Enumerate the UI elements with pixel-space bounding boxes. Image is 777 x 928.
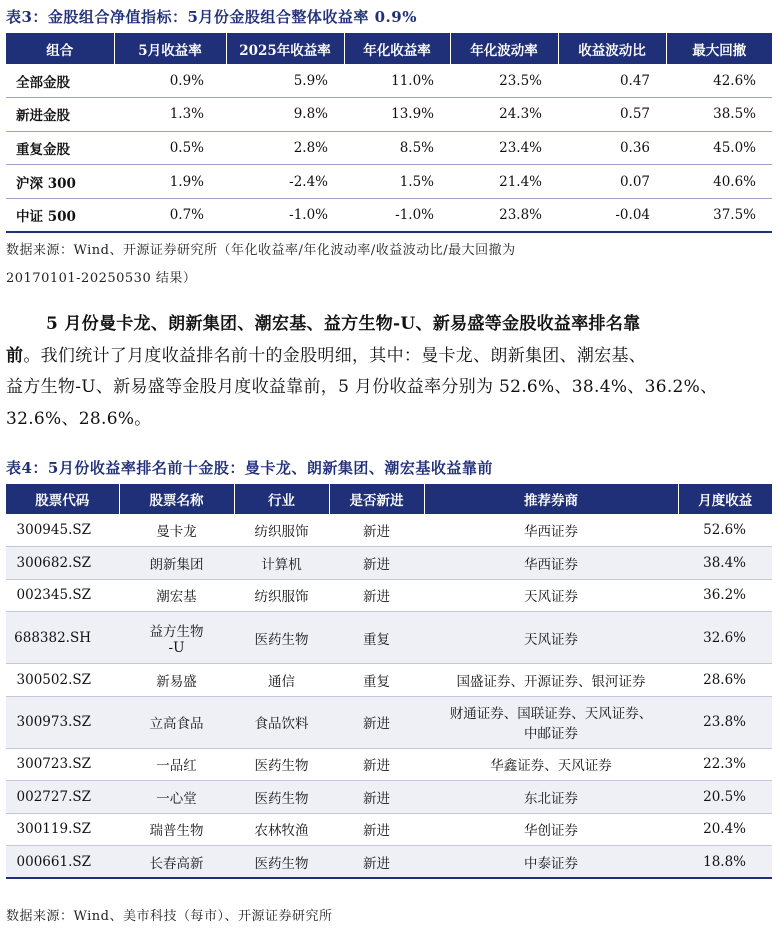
monthly-return: 52.6%	[703, 522, 746, 538]
cell-return-vol-ratio: -0.04	[558, 198, 666, 232]
cell-is-new	[329, 547, 424, 580]
cell-2025-return: 5.9%	[226, 64, 344, 98]
cell-stock-code	[6, 514, 119, 547]
cell-industry	[234, 696, 329, 748]
stock-code: 300723.SZ	[16, 756, 91, 773]
cell-broker	[424, 612, 678, 664]
cell-monthly-return	[678, 579, 772, 612]
stock-code: 688382.SH	[14, 629, 91, 646]
cell-annual-volatility: 24.3%	[450, 98, 558, 132]
cell-stock-code	[6, 612, 119, 664]
cell-max-drawdown: 45.0%	[666, 131, 772, 165]
cell-is-new	[329, 514, 424, 547]
paragraph-bold-lead-1: 5 月份曼卡龙、朗新集团、潮宏基、益方生物-U、新易盛等金股收益率排名靠	[46, 314, 641, 334]
broker: 华创证券	[524, 823, 578, 840]
cell-return-vol-ratio: 0.07	[558, 165, 666, 199]
cell-broker	[424, 781, 678, 814]
cell-broker	[424, 696, 678, 748]
broker: 华西证券	[524, 524, 578, 540]
cell-monthly-return	[678, 547, 772, 580]
status: 新进	[363, 524, 390, 540]
stock-name: 瑞普生物	[149, 823, 204, 840]
paragraph-line-2	[6, 341, 772, 373]
broker: 天风证券	[524, 631, 578, 648]
industry: 纺织服饰	[254, 589, 309, 606]
cell-industry	[234, 813, 329, 846]
broker-line2: 中邮证券	[524, 726, 578, 742]
top-ten-stocks-table	[6, 484, 772, 879]
stock-code: 000661.SZ	[16, 853, 91, 870]
cell-annual-volatility: 23.5%	[450, 64, 558, 98]
cell-stock-name	[119, 781, 234, 814]
status: 重复	[363, 631, 390, 648]
cell-portfolio: 中证 500	[6, 198, 114, 232]
broker: 国盛证券、开源证券、银河证券	[456, 673, 646, 690]
table-row	[6, 547, 772, 580]
cell-stock-name	[119, 813, 234, 846]
industry: 计算机	[261, 556, 302, 573]
cell-stock-code	[6, 781, 119, 814]
cell-broker	[424, 846, 678, 879]
cell-stock-code	[6, 748, 119, 781]
industry: 医药生物	[254, 855, 309, 872]
monthly-return: 20.4%	[703, 821, 746, 838]
industry: 纺织服饰	[254, 524, 309, 540]
header-portfolio: 组合	[6, 33, 114, 64]
status: 新进	[363, 716, 390, 732]
cell-broker	[424, 579, 678, 612]
cell-return-vol-ratio: 0.36	[558, 131, 666, 165]
table-row	[6, 664, 772, 697]
monthly-return: 22.3%	[703, 756, 746, 773]
table-row	[6, 98, 772, 132]
paragraph-line-1	[6, 309, 772, 341]
cell-industry	[234, 781, 329, 814]
header-annual-volatility: 年化波动率	[450, 33, 558, 64]
industry: 农林牧渔	[254, 823, 309, 840]
table-row	[6, 612, 772, 664]
header-monthly-return: 月度收益	[678, 484, 772, 514]
paragraph-line-4: 32.6%、28.6%。	[6, 408, 152, 429]
cell-annual-volatility: 21.4%	[450, 165, 558, 199]
stock-name: 朗新集团	[149, 556, 204, 573]
cell-stock-code	[6, 547, 119, 580]
header-may-return: 5月收益率	[114, 33, 226, 64]
cell-is-new	[329, 781, 424, 814]
cell-stock-name	[119, 846, 234, 879]
table3-source-line1: 数据来源：Wind、开源证券研究所（年化收益率/年化波动率/收益波动比/最大回撤为	[6, 243, 516, 258]
cell-stock-code	[6, 813, 119, 846]
cell-2025-return: -1.0%	[226, 198, 344, 232]
cell-monthly-return	[678, 612, 772, 664]
stock-code: 002727.SZ	[16, 788, 91, 805]
status: 新进	[363, 758, 390, 775]
table-row	[6, 813, 772, 846]
cell-monthly-return	[678, 664, 772, 697]
cell-annual-return: 1.5%	[344, 165, 450, 199]
cell-annual-volatility: 23.4%	[450, 131, 558, 165]
table-row	[6, 514, 772, 547]
paragraph-bold-lead-2: 前	[6, 345, 24, 366]
table-row	[6, 579, 772, 612]
header-stock-name: 股票名称	[119, 484, 234, 514]
cell-is-new	[329, 846, 424, 879]
cell-return-vol-ratio: 0.57	[558, 98, 666, 132]
stock-name: 益方生物	[149, 623, 204, 640]
cell-broker	[424, 748, 678, 781]
stock-code: 002345.SZ	[16, 587, 91, 604]
cell-annual-volatility: 23.8%	[450, 198, 558, 232]
stock-name: 新易盛	[156, 673, 197, 690]
cell-industry	[234, 547, 329, 580]
cell-max-drawdown: 37.5%	[666, 198, 772, 232]
monthly-return: 18.8%	[703, 853, 746, 870]
cell-annual-return: 13.9%	[344, 98, 450, 132]
cell-return-vol-ratio: 0.47	[558, 64, 666, 98]
monthly-return: 36.2%	[703, 587, 746, 604]
cell-monthly-return	[678, 748, 772, 781]
table-row	[6, 846, 772, 879]
stock-name-line2: -U	[168, 639, 185, 656]
cell-stock-code	[6, 579, 119, 612]
cell-max-drawdown: 42.6%	[666, 64, 772, 98]
table-row	[6, 748, 772, 781]
status: 新进	[363, 790, 390, 807]
stock-name: 立高食品	[149, 716, 204, 732]
analysis-paragraph	[6, 309, 772, 435]
cell-monthly-return	[678, 514, 772, 547]
cell-portfolio: 沪深 300	[6, 165, 114, 199]
monthly-return: 20.5%	[703, 788, 746, 805]
table3-header-row	[6, 33, 772, 64]
header-2025-return: 2025年收益率	[226, 33, 344, 64]
table-row	[6, 131, 772, 165]
table-row	[6, 781, 772, 814]
cell-industry	[234, 664, 329, 697]
monthly-return: 32.6%	[703, 629, 746, 646]
cell-may-return: 0.7%	[114, 198, 226, 232]
stock-code: 300119.SZ	[16, 821, 91, 838]
cell-2025-return: -2.4%	[226, 165, 344, 199]
table-row	[6, 198, 772, 232]
table-row	[6, 165, 772, 199]
cell-2025-return: 9.8%	[226, 98, 344, 132]
monthly-return: 23.8%	[703, 714, 746, 730]
broker: 财通证券、国联证券、天风证券、	[449, 706, 653, 722]
broker: 中泰证券	[524, 855, 578, 872]
paragraph-text-1: 。我们统计了月度收益排名前十的金股明细，其中：曼卡龙、朗新集团、潮宏基、	[23, 345, 647, 366]
cell-broker	[424, 664, 678, 697]
cell-may-return: 1.9%	[114, 165, 226, 199]
cell-stock-code	[6, 664, 119, 697]
header-broker: 推荐券商	[424, 484, 678, 514]
portfolio-metrics-table	[6, 33, 772, 233]
status: 新进	[363, 855, 390, 872]
broker: 华西证券	[524, 556, 578, 573]
status: 新进	[363, 589, 390, 606]
table4-source: 数据来源：Wind、美市科技（每市）、开源证券研究所	[6, 909, 333, 924]
header-return-vol-ratio: 收益波动比	[558, 33, 666, 64]
status: 新进	[363, 823, 390, 840]
cell-monthly-return	[678, 813, 772, 846]
stock-code: 300502.SZ	[16, 671, 91, 688]
cell-monthly-return	[678, 781, 772, 814]
cell-broker	[424, 547, 678, 580]
cell-is-new	[329, 664, 424, 697]
status: 新进	[363, 556, 390, 573]
broker: 华鑫证券、天风证券	[490, 758, 612, 775]
broker: 东北证券	[524, 790, 578, 807]
cell-stock-name	[119, 579, 234, 612]
cell-may-return: 1.3%	[114, 98, 226, 132]
cell-annual-return: 11.0%	[344, 64, 450, 98]
cell-stock-name	[119, 612, 234, 664]
table4-caption: 表4：5月份收益率排名前十金股：曼卡龙、朗新集团、潮宏基收益靠前	[6, 459, 493, 477]
cell-stock-name	[119, 547, 234, 580]
cell-broker	[424, 514, 678, 547]
cell-stock-name	[119, 696, 234, 748]
cell-is-new	[329, 579, 424, 612]
cell-stock-name	[119, 748, 234, 781]
cell-is-new	[329, 813, 424, 846]
industry: 医药生物	[254, 758, 309, 775]
cell-2025-return: 2.8%	[226, 131, 344, 165]
industry: 医药生物	[254, 631, 309, 648]
table4-header-row	[6, 484, 772, 514]
monthly-return: 38.4%	[703, 554, 746, 571]
table3-caption: 表3：金股组合净值指标：5月份金股组合整体收益率 0.9%	[6, 8, 417, 26]
industry: 食品饮料	[254, 716, 309, 732]
stock-name: 一心堂	[156, 790, 197, 807]
cell-monthly-return	[678, 846, 772, 879]
cell-stock-code	[6, 696, 119, 748]
monthly-return: 28.6%	[703, 671, 746, 688]
broker: 天风证券	[524, 589, 578, 606]
cell-is-new	[329, 748, 424, 781]
cell-annual-return: -1.0%	[344, 198, 450, 232]
cell-stock-name	[119, 514, 234, 547]
stock-name: 长春高新	[149, 855, 204, 872]
table-row	[6, 64, 772, 98]
cell-max-drawdown: 40.6%	[666, 165, 772, 199]
header-annual-return: 年化收益率	[344, 33, 450, 64]
cell-stock-code	[6, 846, 119, 879]
stock-code: 300682.SZ	[16, 554, 91, 571]
header-max-drawdown: 最大回撤	[666, 33, 772, 64]
stock-name: 潮宏基	[156, 589, 197, 606]
header-industry: 行业	[234, 484, 329, 514]
cell-industry	[234, 579, 329, 612]
cell-monthly-return	[678, 696, 772, 748]
header-stock-code: 股票代码	[6, 484, 119, 514]
stock-name: 一品红	[156, 758, 197, 775]
stock-code: 300973.SZ	[16, 714, 91, 730]
cell-is-new	[329, 612, 424, 664]
industry: 通信	[268, 673, 295, 690]
cell-may-return: 0.9%	[114, 64, 226, 98]
cell-max-drawdown: 38.5%	[666, 98, 772, 132]
stock-name: 曼卡龙	[156, 524, 197, 540]
industry: 医药生物	[254, 790, 309, 807]
cell-broker	[424, 813, 678, 846]
cell-is-new	[329, 696, 424, 748]
cell-industry	[234, 748, 329, 781]
status: 重复	[363, 673, 390, 690]
cell-portfolio: 全部金股	[6, 64, 114, 98]
table3-source-line2: 20170101-20250530 结果）	[6, 271, 197, 286]
header-is-new: 是否新进	[329, 484, 424, 514]
cell-stock-name	[119, 664, 234, 697]
cell-industry	[234, 612, 329, 664]
cell-may-return: 0.5%	[114, 131, 226, 165]
paragraph-line-3: 益方生物-U、新易盛等金股月度收益靠前，5 月份收益率分别为 52.6%、38.4%、36.2%、	[6, 377, 718, 397]
stock-code: 300945.SZ	[16, 522, 91, 538]
cell-annual-return: 8.5%	[344, 131, 450, 165]
cell-portfolio: 重复金股	[6, 131, 114, 165]
table-row	[6, 696, 772, 748]
cell-industry	[234, 846, 329, 879]
cell-portfolio: 新进金股	[6, 98, 114, 132]
cell-industry	[234, 514, 329, 547]
